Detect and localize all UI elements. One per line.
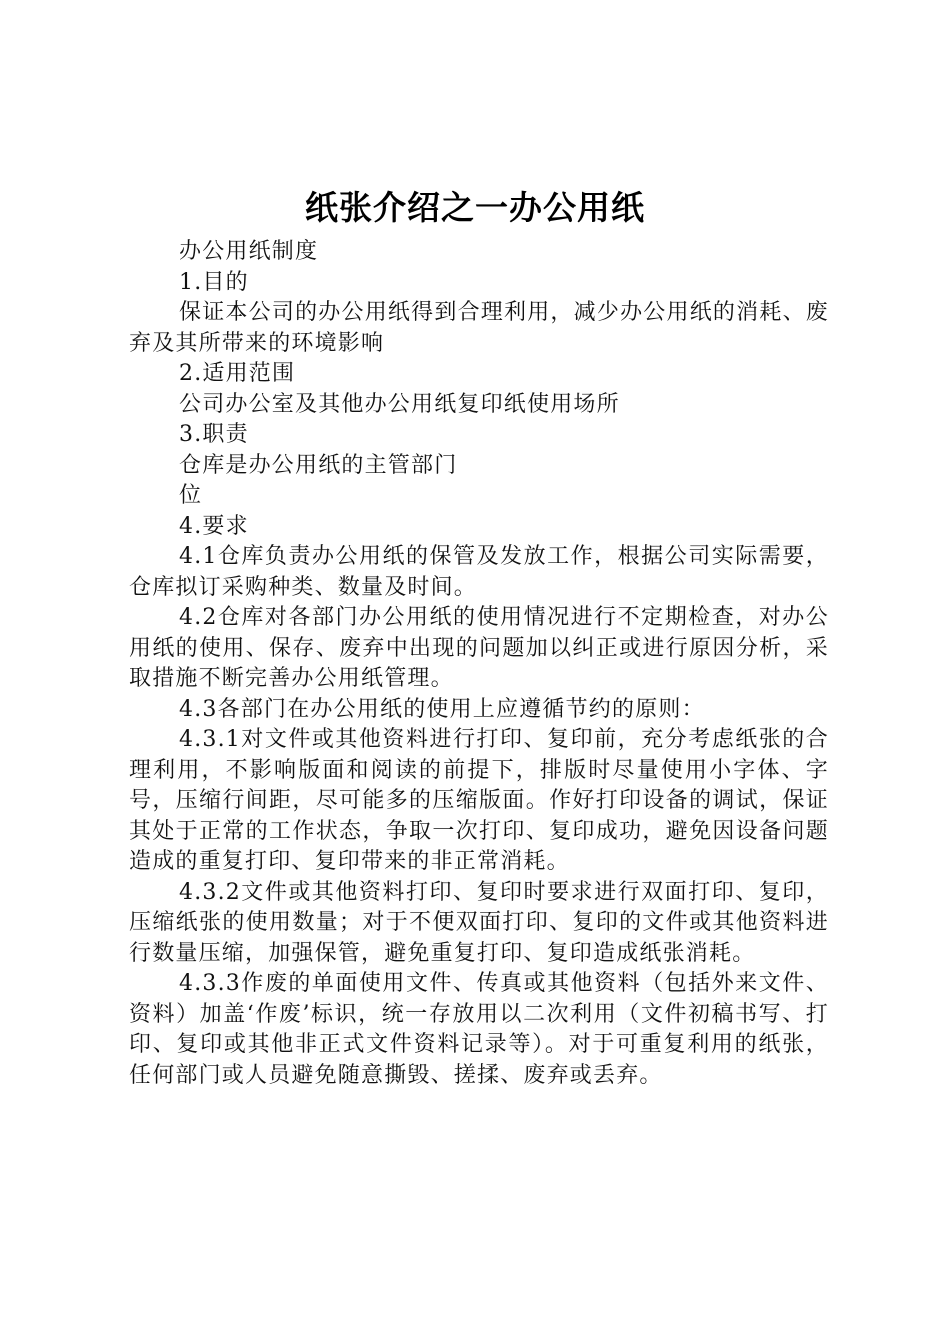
paragraph-4-3: 4.3各部门在办公用纸的使用上应遵循节约的原则： xyxy=(179,696,705,722)
heading-responsibility: 3.职责 xyxy=(179,422,249,447)
paragraph-scope: 公司办公室及其他办公用纸复印纸使用场所 xyxy=(179,391,620,417)
heading-requirements: 4.要求 xyxy=(179,513,249,539)
paragraph-4-3-3: 4.3.3作废的单面使用文件、传真或其他资料（包括外来文件、资料）加盖‘作废’标识，统一存放用以二次利用（文件初稿书写、打印、复印或其他非正式文件资料记录等）。对于可重复利用的纸张，任何部门或人员避免随意撕毁、搓揉、废弃或丢弃。 xyxy=(129,971,829,1088)
paragraph-purpose: 保证本公司的办公用纸得到合理利用，减少办公用纸的消耗、废弃及其所带来的环境影响 xyxy=(129,300,829,356)
paragraph-policy-name: 办公用纸制度 xyxy=(179,239,319,264)
paragraph-responsibility: 仓库是办公用纸的主管部门 xyxy=(179,452,458,478)
paragraph-4-1: 4.1仓库负责办公用纸的保管及发放工作，根据公司实际需要，仓库拟订采购种类、数量及时间。 xyxy=(129,544,829,600)
document-title: 纸张介绍之一办公用纸 xyxy=(305,188,645,227)
document-body xyxy=(129,237,829,1091)
heading-purpose: 1.目的 xyxy=(179,269,249,295)
paragraph-4-3-2: 4.3.2文件或其他资料打印、复印时要求进行双面打印、复印，压缩纸张的使用数量；对于不便双面打印、复印的文件或其他资料进行数量压缩，加强保管，避免重复打印、复印造成纸张消耗。 xyxy=(129,879,829,966)
paragraph-4-3-1: 4.3.1对文件或其他资料进行打印、复印前，充分考虑纸张的合理利用，不影响版面和阅读的前提下，排版时尽量使用小字体、字号，压缩行间距，尽可能多的压缩版面。作好打印设备的调试，保证其处于正常的工作状态，争取一次打印、复印成功，避免因设备问题造成的重复打印、复印带来的非正常消耗。 xyxy=(129,727,829,874)
heading-scope: 2.适用范围 xyxy=(179,361,296,386)
paragraph-4-2: 4.2仓库对各部门办公用纸的使用情况进行不定期检查，对办公用纸的使用、保存、废弃中出现的问题加以纠正或进行原因分析，采取措施不断完善办公用纸管理。 xyxy=(129,605,829,691)
paragraph-fragment: 位 xyxy=(179,483,203,508)
